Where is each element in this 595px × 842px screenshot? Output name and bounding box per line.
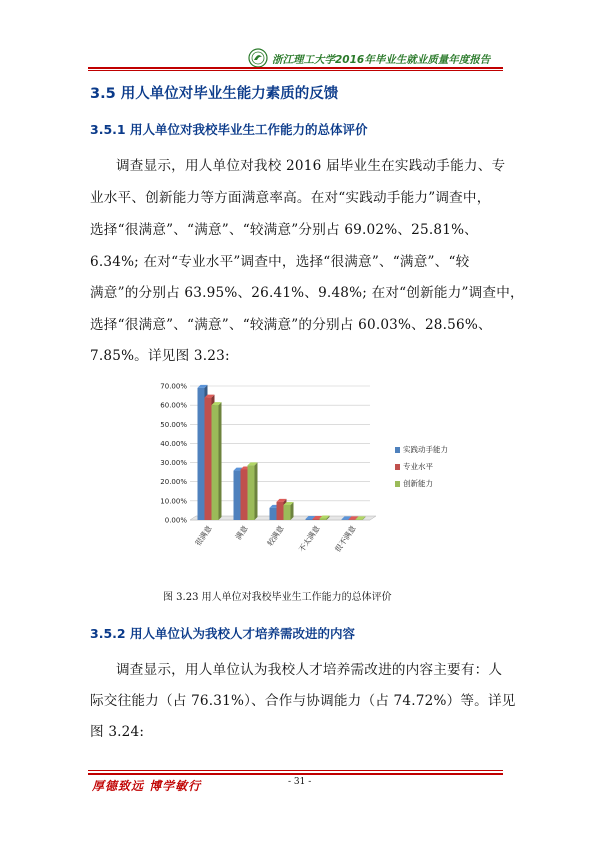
page-number: - 31 - [288, 777, 312, 787]
y-tick-label: 0.00% [164, 516, 187, 525]
paragraph-line: 际交往能力（占 76.31%）、合作与协调能力（占 74.72%）等。详见 [90, 693, 516, 709]
x-tick-label: 很不满意 [333, 523, 358, 554]
y-tick-label: 20.00% [160, 478, 187, 487]
section-title: 3.5 用人单位对毕业生能力素质的反馈 [90, 86, 339, 102]
legend-swatch [395, 464, 400, 470]
x-tick-label: 不太满意 [297, 523, 322, 554]
header-divider [88, 67, 503, 69]
y-tick-label: 40.00% [160, 439, 187, 448]
paragraph-line: 选择“很满意”、“满意”、“较满意”分别占 69.02%、25.81%、 [90, 222, 478, 238]
figure-caption: 图 3.23 用人单位对我校毕业生工作能力的总体评价 [163, 592, 392, 603]
report-header-title: 浙江理工大学2016年毕业生就业质量年度报告 [272, 54, 491, 66]
paragraph-line: 调查显示，用人单位对我校 2016 届毕业生在实践动手能力、专 [116, 158, 506, 174]
bar [248, 462, 258, 520]
university-logo-icon [248, 48, 268, 68]
footer-divider [88, 773, 503, 775]
y-tick-label: 60.00% [160, 401, 187, 410]
paragraph-line: 图 3.24: [90, 724, 145, 740]
legend-label: 专业水平 [403, 462, 433, 471]
y-tick-label: 70.00% [160, 382, 187, 391]
paragraph-line: 业水平、创新能力等方面满意率高。在对“实践动手能力”调查中， [90, 190, 491, 206]
x-tick-label: 较满意 [265, 523, 286, 548]
subsection-title-1: 3.5.1 用人单位对我校毕业生工作能力的总体评价 [90, 122, 368, 137]
subsection-title-2: 3.5.2 用人单位认为我校人才培养需改进的内容 [90, 626, 355, 641]
legend-label: 实践动手能力 [403, 445, 448, 454]
legend-swatch [395, 481, 400, 487]
legend-label: 创新能力 [403, 479, 433, 488]
bar [212, 402, 222, 520]
bar [284, 502, 294, 520]
header-divider-thin [88, 70, 503, 71]
x-tick-label: 很满意 [193, 523, 214, 548]
y-tick-label: 50.00% [160, 420, 187, 429]
paragraph-line: 6.34%; 在对“专业水平”调查中，选择“很满意”、“满意”、“较 [90, 254, 470, 270]
x-tick-label: 满意 [233, 523, 250, 542]
footer-divider-thin [88, 770, 503, 771]
y-tick-label: 10.00% [160, 497, 187, 506]
y-tick-label: 30.00% [160, 459, 187, 468]
paragraph-line: 选择“很满意”、“满意”、“较满意”的分别占 60.03%、28.56%、 [90, 317, 492, 333]
legend-swatch [395, 447, 400, 453]
university-motto: 厚德致远 博学敏行 [92, 779, 202, 793]
paragraph-line: 调查显示，用人单位认为我校人才培养需改进的内容主要有：人 [116, 662, 503, 678]
satisfaction-bar-chart [150, 372, 480, 577]
paragraph-line: 满意”的分别占 63.95%、26.41%、9.48%; 在对“创新能力”调查中， [90, 285, 524, 301]
paragraph-line: 7.85%。详见图 3.23: [90, 348, 230, 364]
